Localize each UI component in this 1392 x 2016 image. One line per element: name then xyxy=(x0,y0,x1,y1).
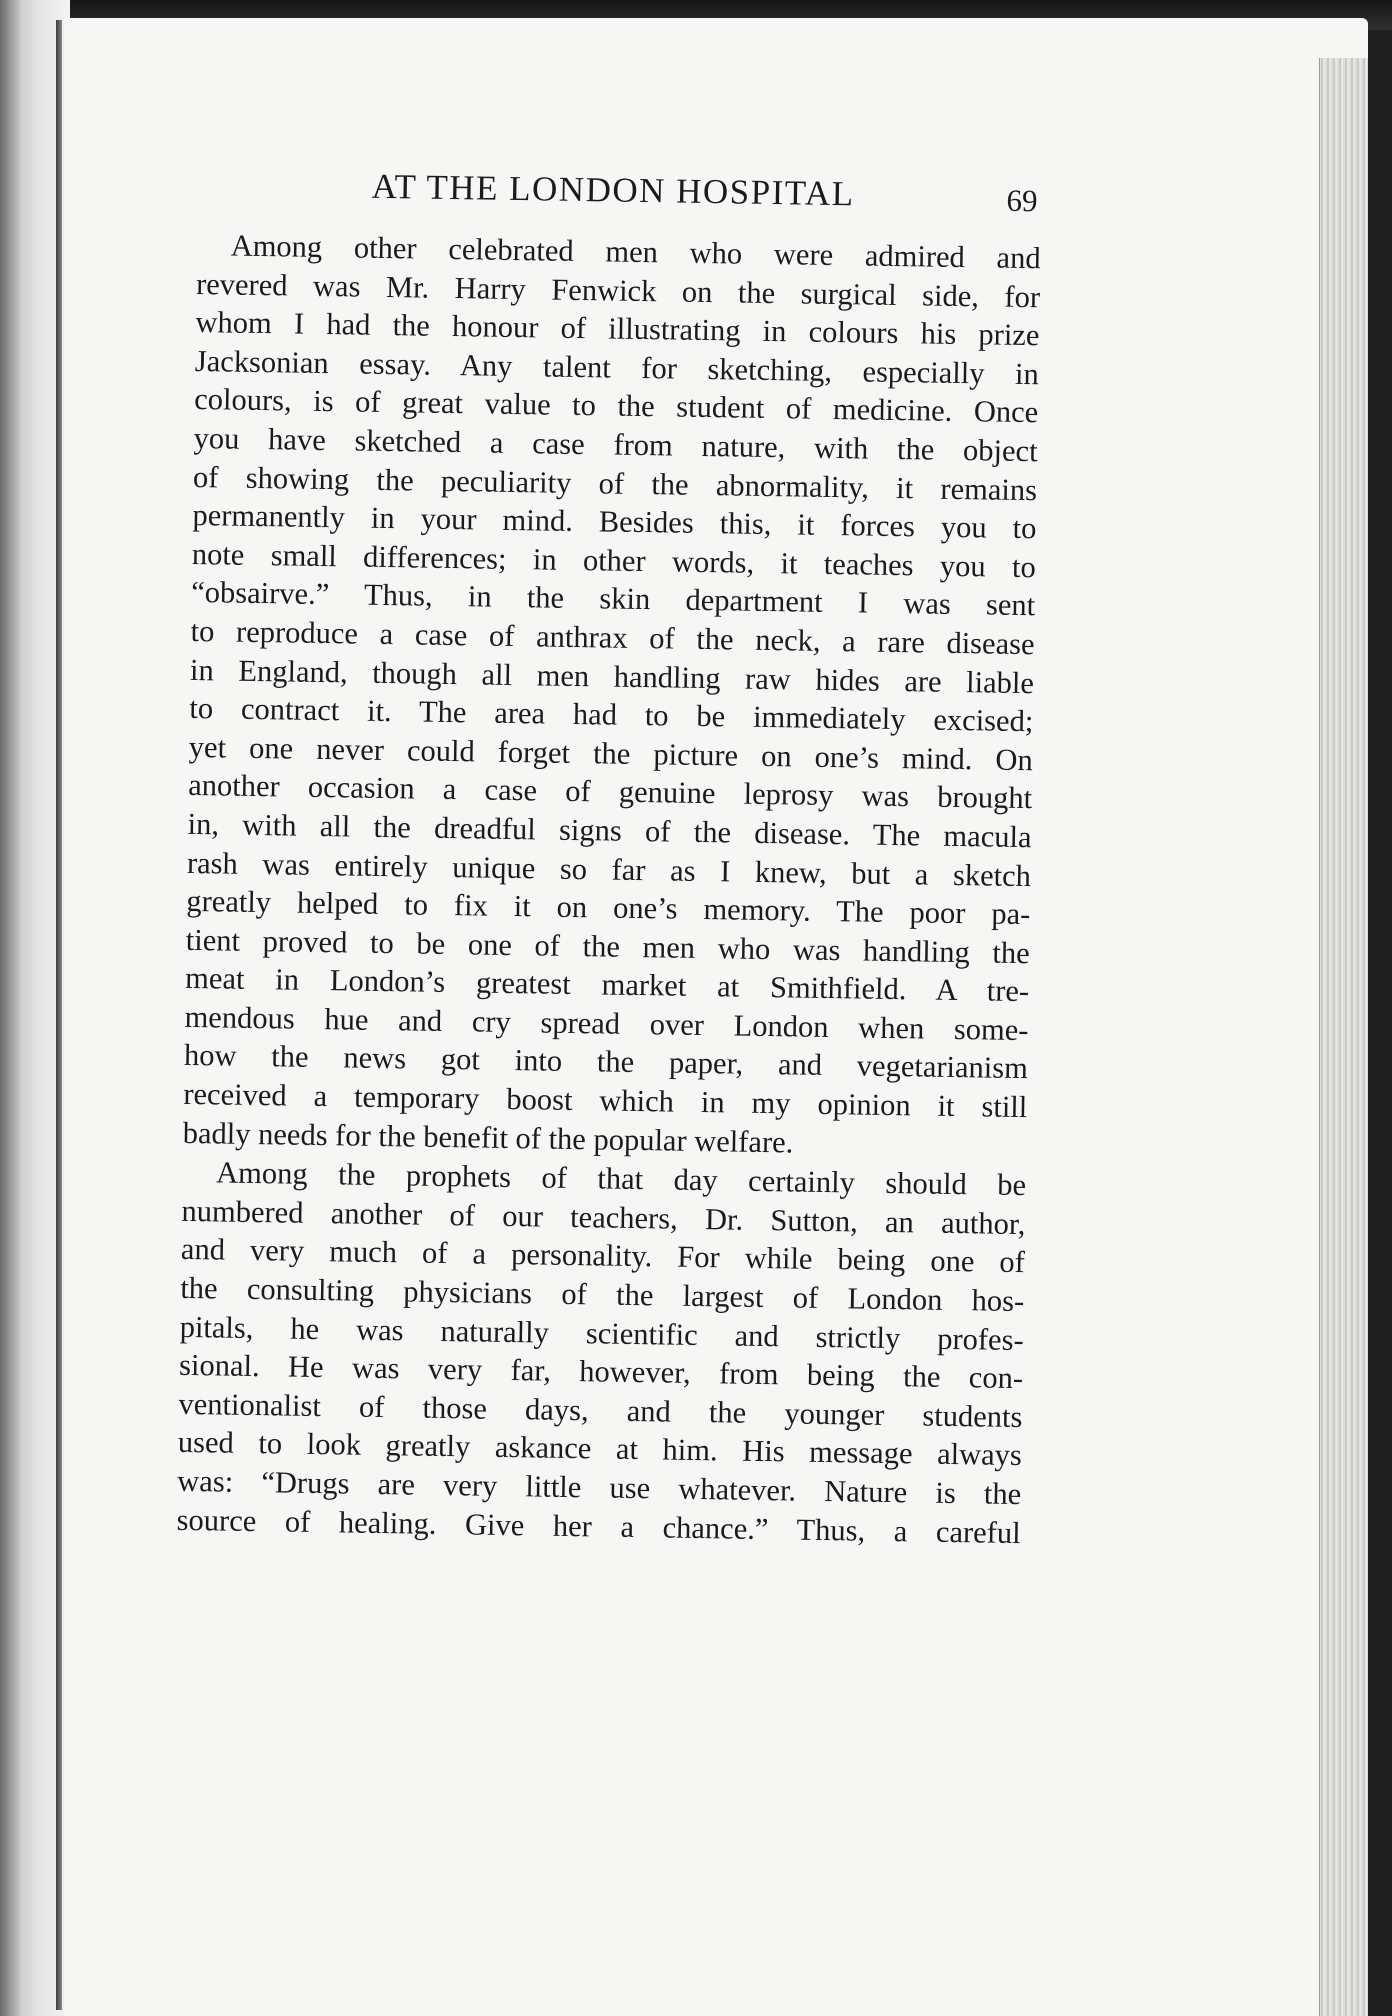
text-line: permanently in your mind. Besides this, it forces you to xyxy=(192,498,1037,546)
page-text xyxy=(176,164,1041,1552)
text-line: received a temporary boost which in my opinion it still xyxy=(183,1076,1028,1125)
text-line: another occasion a case of genuine leprosy was brought xyxy=(187,768,1033,816)
text-line: source of healing. Give her a chance.” Thus, a careful xyxy=(176,1502,1021,1550)
text-line: to contract it. The area had to be immediately excised; xyxy=(189,691,1034,739)
text-line: meat in London’s greatest market at Smithfield. A tre- xyxy=(184,961,1030,1009)
text-line: in England, though all men handling raw hides are liable xyxy=(189,652,1035,700)
text-line: the consulting physicians of the largest of London hos- xyxy=(180,1270,1025,1319)
text-line: yet one never could forget the picture on one’s mind. On xyxy=(188,729,1034,777)
text-line: numbered another of our teachers, Dr. Sutton, an author, xyxy=(181,1193,1026,1241)
text-line: and very much of a personality. For while being one of xyxy=(180,1232,1026,1280)
text-line: colours, is of great value to the student of medicine. Once xyxy=(194,382,1039,430)
page-stack-edge xyxy=(1319,58,1368,2016)
text-line: of showing the peculiarity of the abnormality, it remains xyxy=(192,459,1038,507)
binding-shadow xyxy=(56,20,62,2010)
running-head-title: AT THE LONDON HOSPITAL xyxy=(371,166,855,214)
text-line: greatly helped to fix it on one’s memory. The poor pa- xyxy=(186,884,1031,932)
paragraph-1 xyxy=(182,226,1040,1165)
text-line: mendous hue and cry spread over London when some- xyxy=(184,999,1029,1048)
text-line: Jacksonian essay. Any talent for sketching, especially in xyxy=(194,343,1040,392)
text-line: rash was entirely unique so far as I knew, but a sketch xyxy=(186,845,1032,893)
page-number: 69 xyxy=(1006,182,1038,219)
text-line: revered was Mr. Harry Fenwick on the surgical side, for xyxy=(195,266,1041,314)
text-line: note small differences; in other words, it teaches you to xyxy=(191,536,1037,584)
text-line: Among other celebrated men who were admired and xyxy=(230,228,1041,276)
text-line: in, with all the dreadful signs of the disease. The macula xyxy=(187,806,1032,855)
text-line: sional. He was very far, however, from being the con- xyxy=(178,1348,1024,1396)
text-line: you have sketched a case from nature, with the object xyxy=(193,420,1038,469)
text-line: tient proved to be one of the men who was handling the xyxy=(185,922,1030,970)
text-line: to reproduce a case of anthrax of the neck, a rare disease xyxy=(190,613,1035,662)
text-line: “obsairve.” Thus, in the skin department I was sent xyxy=(191,575,1036,623)
text-line: how the news got into the paper, and vegetarianism xyxy=(183,1038,1029,1086)
text-line: whom I had the honour of illustrating in colours his prize xyxy=(195,305,1040,353)
text-line: was: “Drugs are very little use whatever. Nature is the xyxy=(177,1463,1022,1512)
text-line: used to look greatly askance at him. His message always xyxy=(177,1425,1023,1473)
text-line: pitals, he was naturally scientific and strictly profes- xyxy=(179,1309,1024,1357)
text-line: ventionalist of those days, and the younger students xyxy=(178,1386,1023,1434)
text-line: Among the prophets of that day certainly should be xyxy=(215,1155,1027,1203)
paragraph-2 xyxy=(176,1153,1026,1552)
text-line: badly needs for the benefit of the popular welfare. xyxy=(182,1115,794,1160)
